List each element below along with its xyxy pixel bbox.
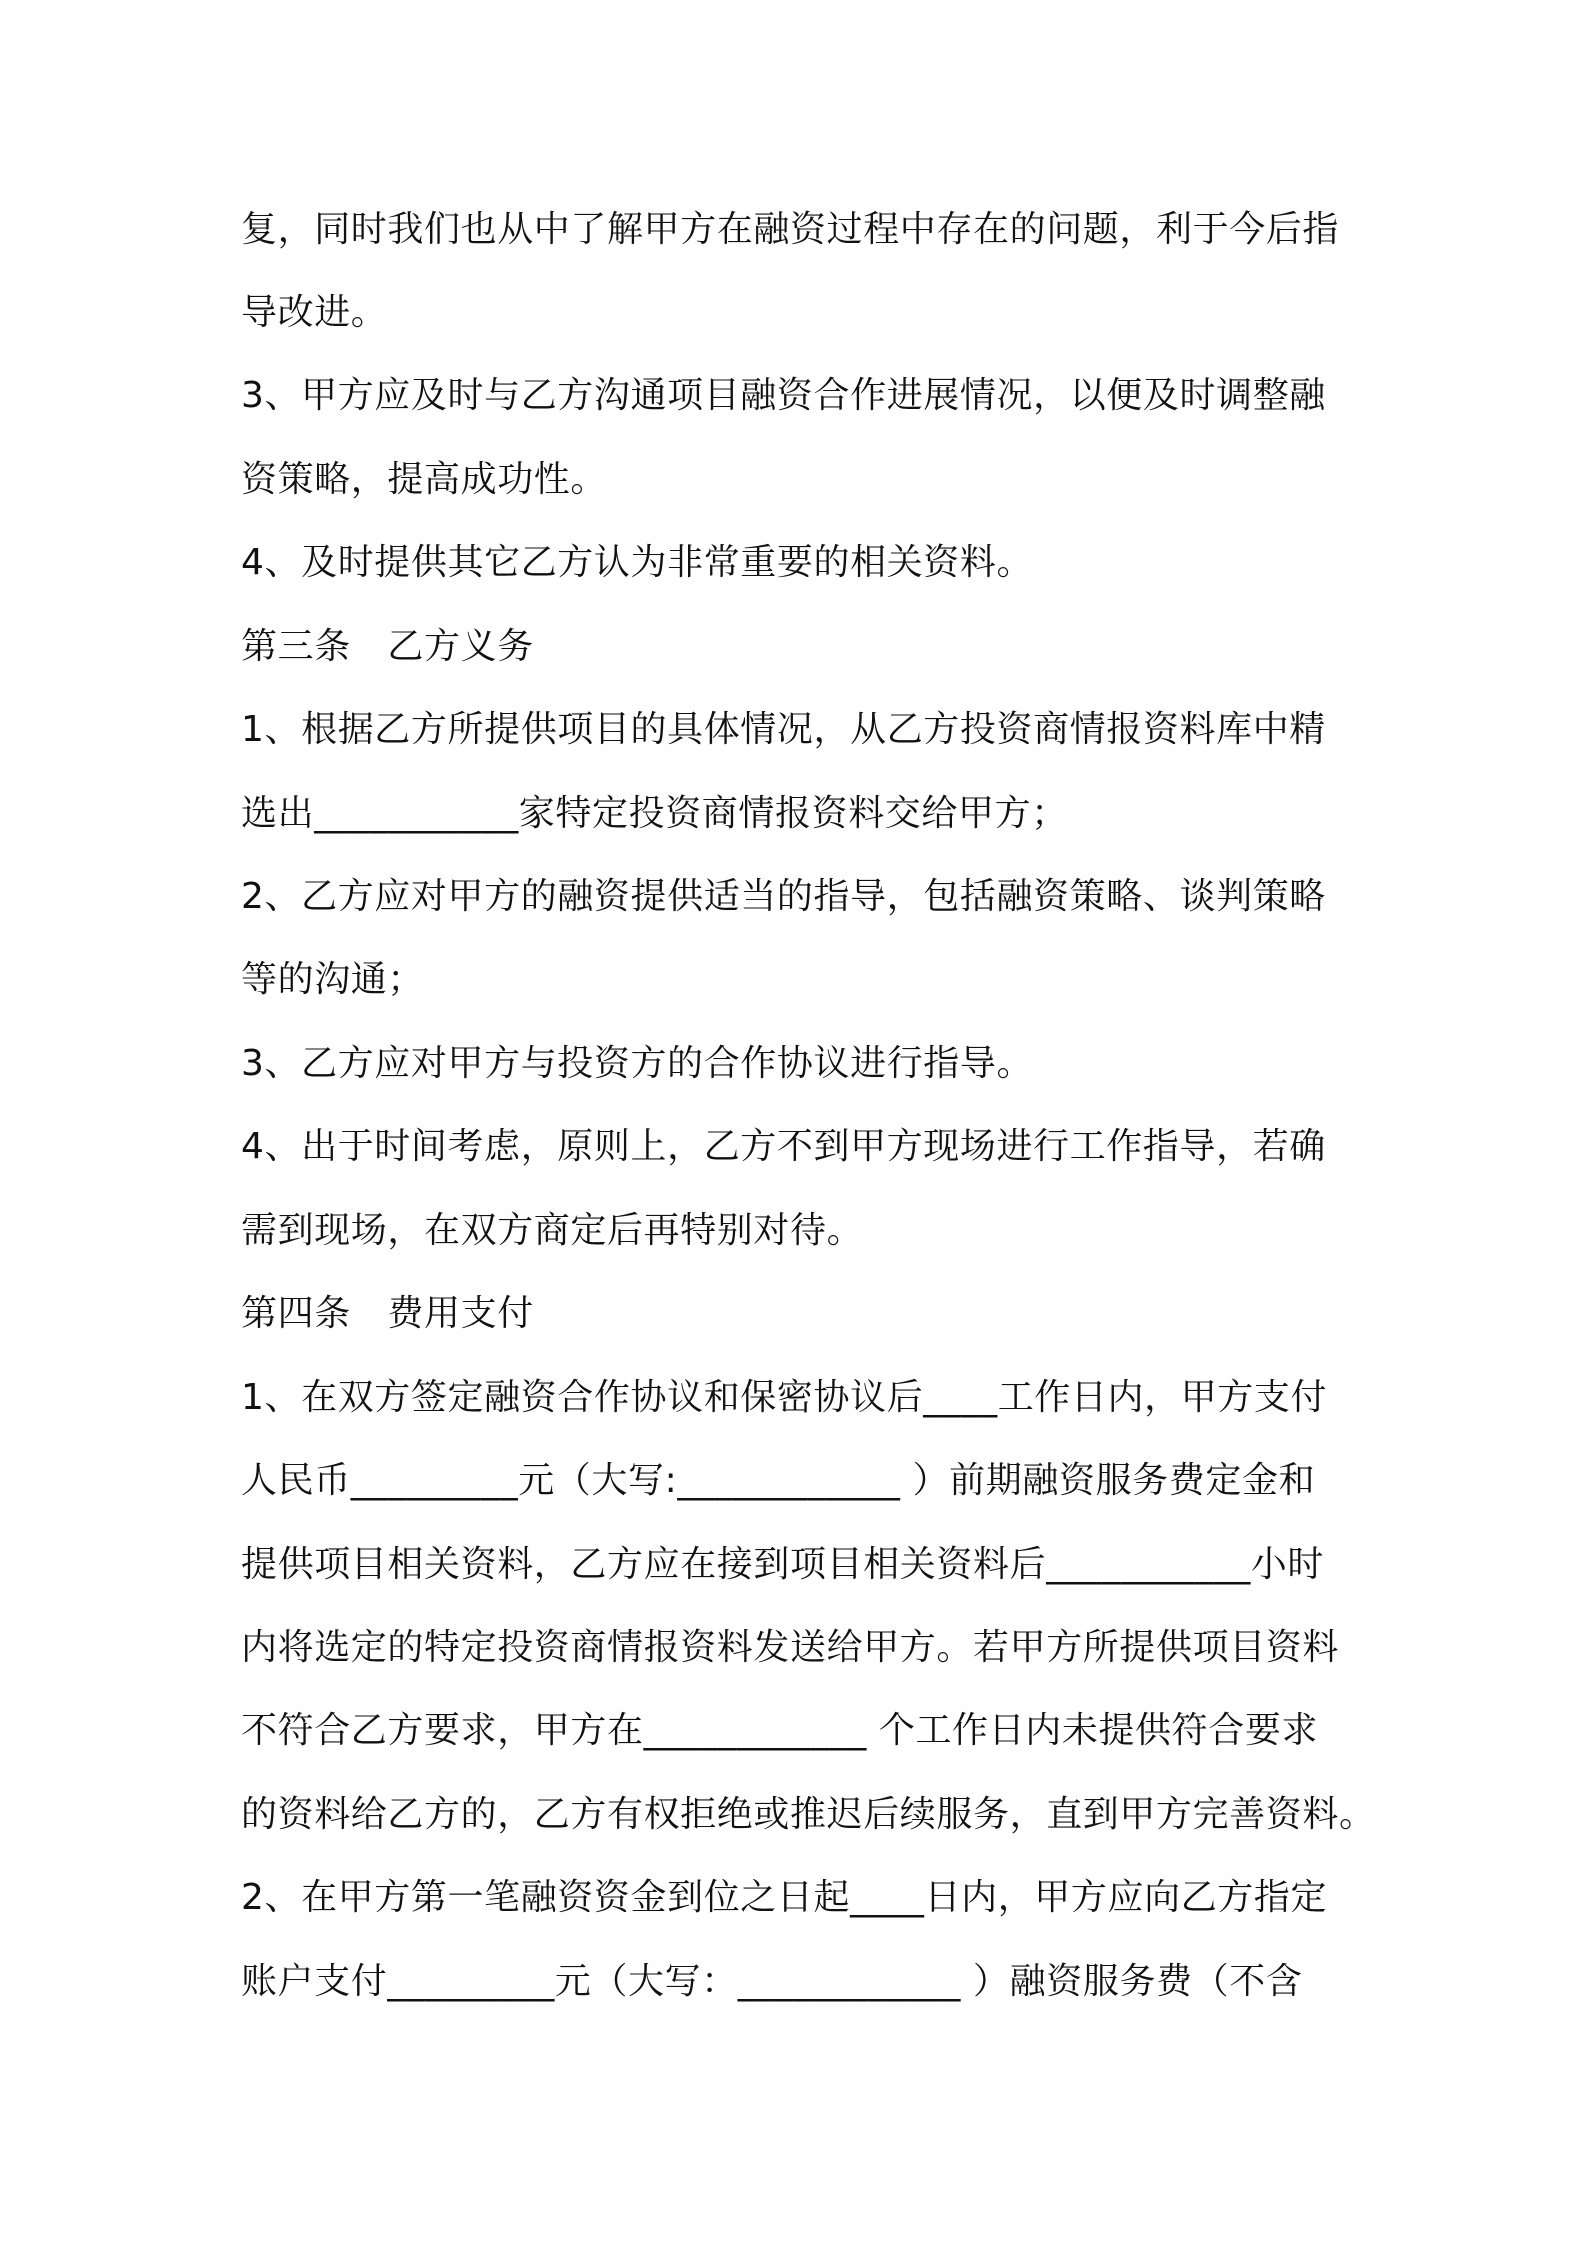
text-line: 等的沟通； — [241, 959, 425, 1000]
text-line: 2、乙方应对甲方的融资提供适当的指导，包括融资策略、谈判策略 — [241, 876, 1326, 917]
text-line: 不符合乙方要求，甲方在____________ 个工作日内未提供符合要求 — [241, 1710, 1319, 1751]
text-line: 4、出于时间考虑，原则上，乙方不到甲方现场进行工作指导，若确 — [241, 1126, 1326, 1167]
text-line: 4、及时提供其它乙方认为非常重要的相关资料。 — [241, 542, 1034, 583]
text-line: 人民币_________元（大写:____________ ）前期融资服务费定金和 — [241, 1460, 1316, 1501]
text-line: 复，同时我们也从中了解甲方在融资过程中存在的问题，利于今后指 — [241, 209, 1340, 250]
text-line: 账户支付_________元（大写：____________ ）融资服务费（不含 — [241, 1961, 1303, 2002]
section-heading: 第三条 乙方义务 — [241, 626, 534, 667]
text-line: 2、在甲方第一笔融资资金到位之日起____日内，甲方应向乙方指定 — [241, 1877, 1328, 1918]
text-line: 1、根据乙方所提供项目的具体情况，从乙方投资商情报资料库中精 — [241, 709, 1326, 750]
text-line: 提供项目相关资料，乙方应在接到项目相关资料后___________小时 — [241, 1544, 1324, 1585]
text-line: 选出___________家特定投资商情报资料交给甲方； — [241, 793, 1068, 834]
text-line: 资策略，提高成功性。 — [241, 459, 608, 500]
text-line: 需到现场，在双方商定后再特别对待。 — [241, 1210, 864, 1251]
text-line: 的资料给乙方的，乙方有权拒绝或推迟后续服务，直到甲方完善资料。 — [241, 1794, 1376, 1835]
text-line: 3、乙方应对甲方与投资方的合作协议进行指导。 — [241, 1043, 1034, 1084]
text-line: 3、甲方应及时与乙方沟通项目融资合作进展情况，以便及时调整融 — [241, 375, 1326, 416]
section-heading: 第四条 费用支付 — [241, 1293, 534, 1334]
text-line: 内将选定的特定投资商情报资料发送给甲方。若甲方所提供项目资料 — [241, 1627, 1340, 1668]
text-line: 导改进。 — [241, 292, 388, 333]
text-line: 1、在双方签定融资合作协议和保密协议后____工作日内，甲方支付 — [241, 1377, 1328, 1418]
